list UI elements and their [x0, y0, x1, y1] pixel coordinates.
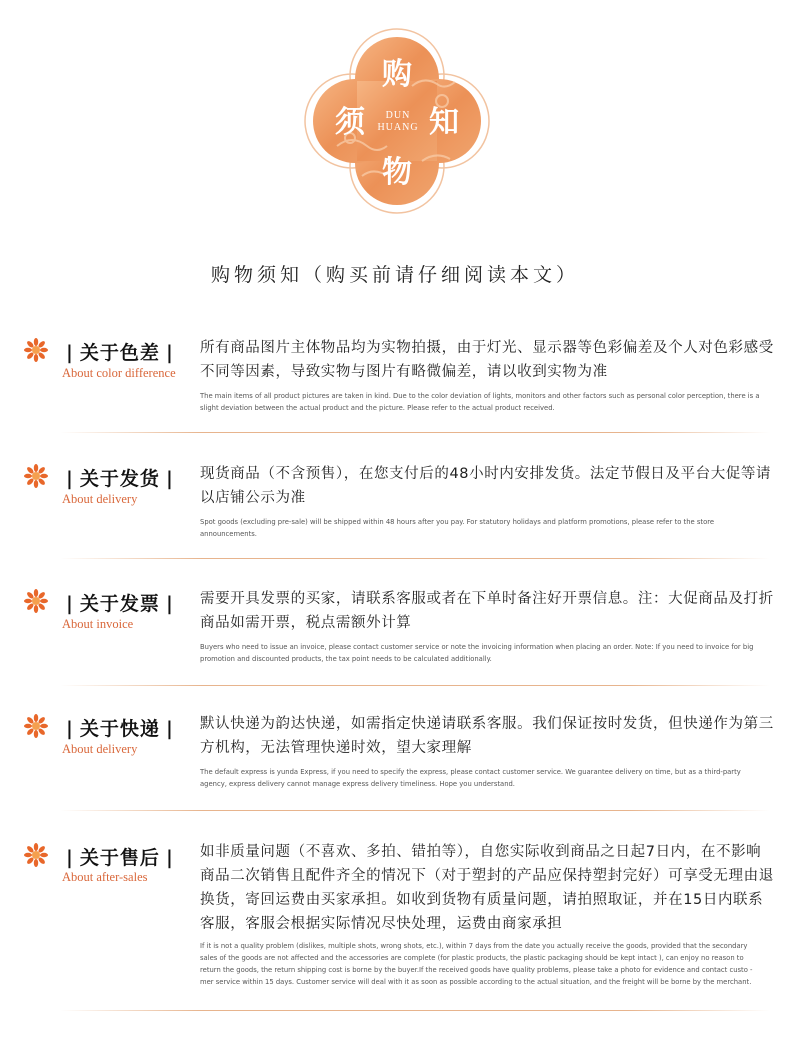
section-heading: | 关于快递 |	[66, 718, 174, 740]
logo-text-dun: DUN	[385, 110, 411, 121]
section-heading: | 关于发货 |	[66, 468, 174, 490]
section-text-en: Buyers who need to issue an invoice, please contact customer service or note the invoicing information when placing an order. Note: If you need to invoice for big promotion and discounted products, the tax point needs to be calculated additionally.	[200, 643, 754, 663]
section-subtitle: About after-sales	[62, 870, 148, 884]
logo-char-wu: 物	[382, 155, 412, 190]
section-title: 关于发货	[79, 468, 160, 490]
flower-icon	[24, 714, 48, 738]
section-divider	[60, 432, 770, 433]
section-heading: | 关于售后 |	[66, 847, 174, 869]
section-subtitle: About delivery	[62, 492, 138, 506]
section-divider	[60, 558, 770, 559]
section-divider	[60, 685, 770, 686]
section-heading: | 关于发票 |	[66, 593, 174, 615]
section-subtitle: About invoice	[62, 617, 134, 631]
section-heading: | 关于色差 |	[66, 342, 174, 364]
section-title: 关于发票	[79, 593, 160, 615]
section-text-cn: 需要开具发票的买家，请联系客服或者在下单时备注好开票信息。注：大促商品及打折商品如需开票，税点需额外计算	[200, 591, 774, 631]
section-text-cn: 所有商品图片主体物品均为实物拍摄，由于灯光、显示器等色彩偏差及个人对色彩感受不同等因素，导致实物与图片有略微偏差，请以收到实物为准	[200, 340, 774, 380]
flower-icon	[24, 338, 48, 362]
section-text-cn: 默认快递为韵达快递，如需指定快递请联系客服。我们保证按时发货，但快递作为第三方机构，无法管理快递时效，望大家理解	[200, 716, 774, 756]
section-divider	[60, 1010, 770, 1011]
flower-icon	[24, 589, 48, 613]
logo-char-gou: 购	[382, 57, 412, 92]
section-text-en: The main items of all product pictures are taken in kind. Due to the color deviation of lights, monitors and other factors such as personal color perception, there is a slight deviation between the actual product and the picture. Please refer to the actual product received.	[200, 392, 760, 412]
section-text-cn: 现货商品（不含预售），在您支付后的48小时内安排发货。法定节假日及平台大促等请以店铺公示为准	[200, 466, 772, 506]
section-title: 关于快递	[79, 718, 160, 740]
dunhuang-logo	[302, 26, 492, 216]
logo-char-xu: 须	[335, 105, 365, 140]
page-title: 购物须知（购买前请仔细阅读本文）	[210, 264, 579, 286]
section-text-en: If it is not a quality problem (dislikes, multiple shots, wrong shots, etc.), within 7 days from the date you actually receive the goods, provided that the secondary sales of the goods are not affected and the accessories are complete (for plastic products, the plastic packaging should be kept intact ), can enjoy no reason to return the goods, the return shipping cost is borne by the buyer.If the received goods have quality problems, please take a photo for evidence and contact custo -mer service within 15 days. Customer service will deal with it as soon as possible according to the actual situation, and the freight will be borne by the merchant.	[200, 942, 753, 986]
section-subtitle: About delivery	[62, 742, 138, 756]
section-text-en: The default express is yunda Express, if you need to specify the express, please contact customer service. We guarantee delivery on time, but as a third-party agency, express delivery cannot manage express delivery timeliness. Hope you understand.	[200, 768, 741, 788]
section-divider	[60, 810, 770, 811]
flower-icon	[24, 464, 48, 488]
flower-icon	[24, 843, 48, 867]
section-title: 关于售后	[79, 847, 160, 869]
section-subtitle: About color difference	[62, 366, 176, 380]
logo-char-zhi: 知	[429, 105, 459, 140]
logo-text-huang: HUANG	[377, 122, 419, 133]
section-title: 关于色差	[79, 342, 160, 364]
section-text-cn: 如非质量问题（不喜欢、多拍、错拍等），自您实际收到商品之日起7日内，在不影响商品二次销售且配件齐全的情况下（对于塑封的产品应保持塑封完好）可享受无理由退换货，寄回运费由买家承担。如收到货物有质量问题，请拍照取证，并在15日内联系客服，客服会根据实际情况尽快处理，运费由商家承担	[200, 844, 774, 932]
section-text-en: Spot goods (excluding pre-sale) will be shipped within 48 hours after you pay. For statutory holidays and platform promotions, please refer to the store announcements.	[200, 518, 715, 538]
